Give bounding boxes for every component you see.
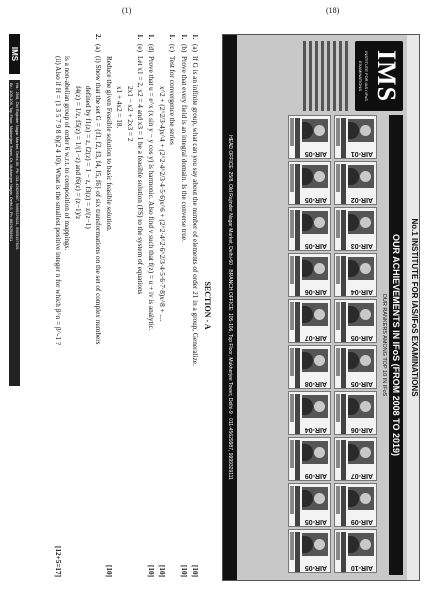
ranker-card bbox=[334, 299, 377, 343]
ranker-air: AIR-05 bbox=[350, 380, 373, 387]
rankers-grid bbox=[239, 115, 377, 577]
ranker-air: AIR-10 bbox=[350, 564, 373, 571]
ranker-card bbox=[288, 391, 331, 435]
ranker-air: AIR-05 bbox=[304, 242, 327, 249]
ranker-air: AIR-04 bbox=[350, 288, 373, 295]
ranker-photo bbox=[302, 395, 328, 418]
question-number: 1. bbox=[179, 34, 188, 40]
question-part: (b) bbox=[179, 44, 188, 53]
ranker-card bbox=[334, 437, 377, 481]
ranker-air: AIR-08 bbox=[304, 380, 327, 387]
ranker-card bbox=[288, 161, 331, 205]
achievements-banner: OUR ACHIEVEMENTS IN IFoS (FROM 2008 TO 2019) bbox=[389, 115, 403, 575]
question-item bbox=[190, 34, 199, 577]
question-part: (e) bbox=[135, 44, 144, 52]
question-text: is a non-abelian group of order 6 w.r.t. to composition of mappings. bbox=[63, 56, 72, 251]
ranker-photo bbox=[302, 303, 328, 326]
system-equation-1: 2x1 − x2 + 2x3 = 2 bbox=[125, 86, 134, 142]
ranker-photo bbox=[348, 303, 374, 326]
ranker-photo bbox=[348, 487, 374, 510]
ims-footer bbox=[8, 34, 20, 577]
ranker-air: AIR-03 bbox=[350, 242, 373, 249]
question-number: 1. bbox=[190, 34, 199, 40]
ranker-card bbox=[334, 207, 377, 251]
ranker-photo bbox=[348, 211, 374, 234]
ranker-air: AIR-09 bbox=[350, 518, 373, 525]
poster-side-info bbox=[241, 41, 351, 111]
question-part: (a) bbox=[93, 44, 102, 52]
question-number: 1. bbox=[135, 34, 144, 40]
ranker-photo bbox=[302, 349, 328, 372]
ranker-card bbox=[288, 299, 331, 343]
ranker-photo bbox=[348, 533, 374, 556]
section-title: SECTION - A bbox=[203, 281, 212, 330]
ranker-card bbox=[334, 391, 377, 435]
ranker-photo bbox=[302, 487, 328, 510]
ranker-photo bbox=[302, 119, 328, 142]
question-marks: [10] bbox=[105, 565, 114, 577]
ranker-air: AIR-07 bbox=[350, 472, 373, 479]
ranker-card bbox=[288, 207, 331, 251]
ranker-air: AIR-05 bbox=[304, 150, 327, 157]
page-number-right: (18) bbox=[326, 6, 340, 15]
question-item bbox=[146, 34, 155, 577]
question-number: 2. bbox=[93, 34, 102, 40]
ranker-air: AIR-09 bbox=[304, 472, 327, 479]
poster-footer: HEAD OFFICE: 25/8, Old Rajinder Nagar Market, Delhi-60 · BRANCH OFFICE: 105-106, Top Floor, Mukherjee Tower, Delhi-9 · 011-45629987, 9999329111 bbox=[223, 35, 237, 580]
question-number: 1. bbox=[168, 34, 177, 40]
system-equation-2: x1 + 4x2 = 18. bbox=[115, 86, 124, 129]
question-text: (i) Show that the set G = {f1, f2, f3, f4, f5, f6} of six transformations on the set of complex numbers bbox=[93, 56, 102, 345]
ranker-photo bbox=[302, 165, 328, 188]
ranker-photo bbox=[302, 441, 328, 464]
question-part: (a) bbox=[190, 44, 199, 52]
ranker-card bbox=[288, 253, 331, 297]
ranker-card bbox=[288, 437, 331, 481]
ranker-photo bbox=[302, 257, 328, 280]
rankers-subtitle: OUR RANKERS AMONG TOP 10 IN IFoS bbox=[381, 293, 387, 397]
ranker-card bbox=[288, 483, 331, 527]
ranker-photo bbox=[348, 119, 374, 142]
question-marks: [10] bbox=[190, 565, 199, 577]
question-item bbox=[104, 34, 144, 577]
question-number: 1. bbox=[146, 34, 155, 40]
question-part: (d) bbox=[146, 44, 155, 53]
ranker-photo bbox=[348, 165, 374, 188]
question-text: If G is an infinite group, what can you say about the number of elements of order 21 in a group, Generalize. bbox=[190, 56, 199, 366]
ranker-air: AIR-04 bbox=[304, 426, 327, 433]
question-content bbox=[8, 34, 214, 577]
ranker-photo bbox=[348, 395, 374, 418]
ranker-photo bbox=[302, 533, 328, 556]
ranker-air: AIR-05 bbox=[304, 196, 327, 203]
ranker-card bbox=[288, 529, 331, 573]
ranker-card bbox=[334, 345, 377, 389]
ranker-air: AIR-07 bbox=[304, 334, 327, 341]
ranker-card bbox=[334, 115, 377, 159]
question-text: Let x1 = 2, x2 = 4 and x3 = 1 be a feasible solution (FS) to the system of equations bbox=[135, 56, 144, 295]
question-text: (ii) Also if H = (1 3 5 7 9 8 6)(2 4 10). What is the smallest positive integer n for which β^n = β^-1 ? bbox=[54, 56, 63, 345]
question-part: (c) bbox=[168, 44, 177, 52]
ranker-air: AIR-05 bbox=[304, 518, 327, 525]
question-text: Prove that u = e^x (x sin y − y cos y) is harmonic. Also find v such that f(z) = u + iv is analytic. bbox=[146, 56, 155, 331]
ranker-photo bbox=[348, 257, 374, 280]
ranker-photo bbox=[348, 441, 374, 464]
ranker-card bbox=[288, 345, 331, 389]
question-item bbox=[157, 34, 176, 577]
question-marks: [12+5=17] bbox=[54, 546, 63, 577]
question-text: Prove that every field is an integral domain. Is the converse true. bbox=[179, 56, 188, 242]
ranker-photo bbox=[348, 349, 374, 372]
question-marks: [10] bbox=[179, 565, 188, 577]
question-text: Test for convergence the series bbox=[168, 56, 177, 145]
question-item bbox=[53, 34, 102, 577]
achievements-poster bbox=[222, 34, 420, 581]
ranker-photo bbox=[302, 211, 328, 234]
question-item bbox=[178, 34, 187, 577]
footer-address: Hd.: 25/8, Old Rajinder Nagar Market, Delhi-60. Ph: 011-45629987, 9999329111, 9999197625. Br.: 105-106, Top Floor, Mukherjee Tower, Dr. Mukherjee Nagar, Delhi-9. Ph: 8826258601 bbox=[9, 80, 20, 386]
ims-logo-icon: IMS INSTITUTE FOR IAS / IFoS EXAMINATIONS bbox=[355, 41, 403, 111]
poster-content bbox=[223, 35, 419, 580]
ranker-card bbox=[334, 529, 377, 573]
question-text: Reduce the given Feasible solution to basic feasible solution. bbox=[105, 56, 114, 232]
ranker-card bbox=[334, 253, 377, 297]
ranker-card bbox=[288, 115, 331, 159]
ranker-air: AIR-06 bbox=[304, 288, 327, 295]
question-marks: [10] bbox=[158, 565, 167, 577]
ranker-air: AIR-05 bbox=[304, 564, 327, 571]
question-panel bbox=[8, 34, 214, 577]
poster-header: No.1 INSTITUTE FOR IAS/IFoS EXAMINATIONS bbox=[407, 35, 419, 580]
ranker-card bbox=[334, 483, 377, 527]
ranker-air: AIR-01 bbox=[350, 150, 373, 157]
page-number-left: (1) bbox=[122, 6, 132, 15]
ranker-air: AIR-05 bbox=[350, 334, 373, 341]
transformation-formula-2: f4(z) = 1/z, f5(z) = 1/(1−z) and f6(z) = (z−1)/z bbox=[73, 86, 82, 220]
transformation-formula-1: defined by f1(z) = z, f2(z) = 1 − z, f3(z) = z/(z−1) bbox=[83, 86, 92, 229]
ranker-air: AIR-02 bbox=[350, 196, 373, 203]
ims-logo-icon: IMS bbox=[9, 34, 20, 74]
ranker-air: AIR-06 bbox=[350, 426, 373, 433]
series-formula: [10] x^2 + (2^2/3·4)x^4 + (2^2·4^2/3·4·5·6)x^6 + (2^2·4^2·6^2/3·4·5·6·7·8)x^8 + .... bbox=[158, 86, 167, 577]
question-marks: [10] bbox=[146, 565, 155, 577]
ranker-card bbox=[334, 161, 377, 205]
